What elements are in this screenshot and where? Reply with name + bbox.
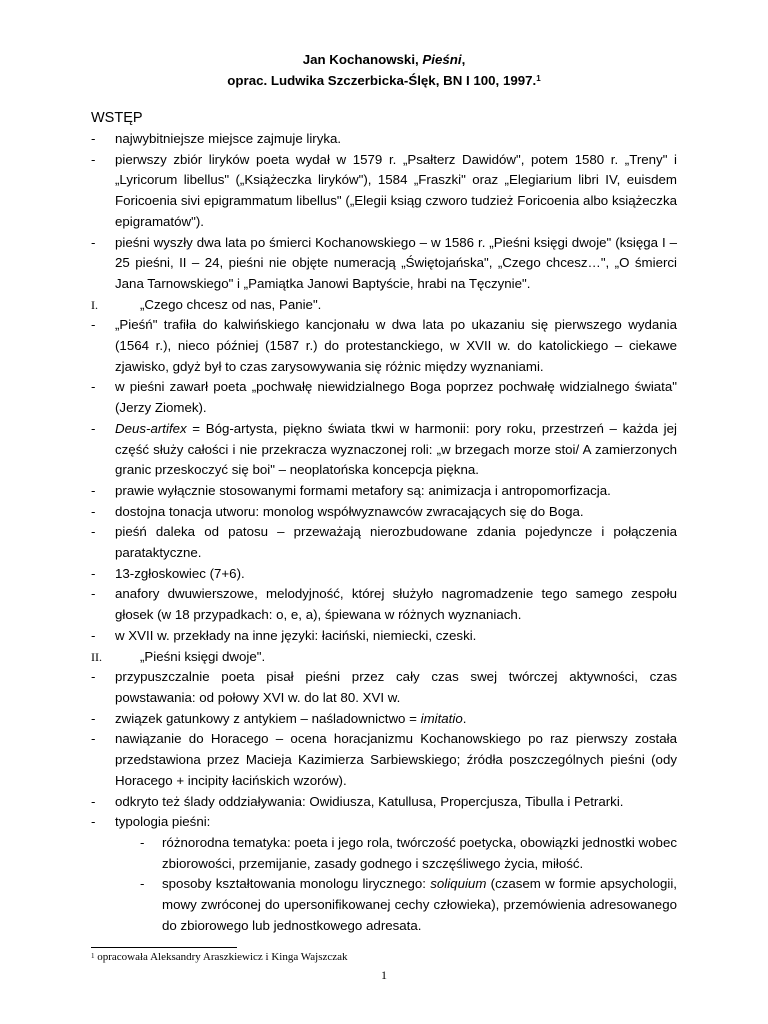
bullet-marker: - <box>91 317 96 333</box>
item-text <box>115 564 677 585</box>
item-body: przypuszczalnie poeta pisał pieśni przez cały czas swej twórczej aktywności, czas powstawania: od połowy XVI w. do lat 80. XVI w. <box>115 669 677 705</box>
item-text <box>140 295 677 316</box>
item-body: „Pieśń" trafiła do kalwińskiego kancjonału w dwa lata po ukazaniu się pierwszego wydania (1564 r.), nieco później (1587 r.) do protestanckiego, w XVII w. do katolickiego – ciekawe zjawisko, gdyż był to czas zarysowywania się różnic między wyznaniami. <box>115 317 677 374</box>
list-item <box>0 129 768 150</box>
bullet-marker: - <box>91 627 96 643</box>
bullet-marker: - <box>91 710 96 726</box>
item-text <box>115 626 677 647</box>
list-item <box>0 584 768 625</box>
bullet-marker: - <box>91 151 96 167</box>
item-text <box>115 419 677 481</box>
item-text <box>115 233 677 295</box>
list-item <box>0 709 768 730</box>
list-item <box>0 667 768 708</box>
item-body: odkryto też ślady oddziaływania: Owidiusza, Katullusa, Propercjusza, Tibulla i Petrarki. <box>115 793 624 809</box>
page-number: 1 <box>381 968 387 982</box>
bullet-marker: - <box>91 524 96 540</box>
item-text <box>115 481 677 502</box>
footnote-divider <box>91 947 237 948</box>
item-body: w XVII w. przekłady na inne języki: łaciński, niemiecki, czeski. <box>115 627 477 643</box>
list-item <box>0 233 768 295</box>
item-text <box>115 709 677 730</box>
item-body: „Czego chcesz od nas, Panie". <box>140 296 322 312</box>
list-item <box>0 522 768 563</box>
item-text <box>115 377 677 418</box>
item-text <box>115 502 677 523</box>
item-body: nawiązanie do Horacego – ocena horacjanizmu Kochanowskiego po raz pierwszy została przedstawiona przez Macieja Kazimierza Sarbiewskiego; źródła poszczególnych pieśni (ody Horacego + incipity łacińskich wzorów). <box>115 731 677 788</box>
item-text <box>115 729 677 791</box>
item-text <box>115 150 677 233</box>
footnote <box>91 950 348 964</box>
item-body: 13-zgłoskowiec (7+6). <box>115 565 245 581</box>
list-item <box>0 729 768 791</box>
bullet-marker: - <box>91 814 96 830</box>
list-item <box>0 377 768 418</box>
item-text <box>115 667 677 708</box>
item-body: anafory dwuwierszowe, melodyjność, której służyło nagromadzenie tego samego zespołu głosek (w 18 przypadkach: o, e, a), śpiewana w różnych wyznaniach. <box>115 586 677 623</box>
item-body: pieśń daleka od patosu – przeważają nierozbudowane zdania pojedyncze i połączenia parataktyczne. <box>115 524 677 561</box>
footnote-number: 1 <box>91 952 95 960</box>
list-item <box>0 564 768 585</box>
title-author: Jan Kochanowski, <box>302 52 423 67</box>
item-text <box>140 647 677 668</box>
item-text <box>115 129 677 150</box>
item-text <box>115 315 677 377</box>
list-item <box>0 481 768 502</box>
item-body: w pieśni zawarł poeta „pochwałę niewidzialnego Boga poprzez pochwałę widzialnego świata" (Jerzy Ziomek). <box>115 379 677 416</box>
list-item <box>0 419 768 481</box>
item-body: najwybitniejsze miejsce zajmuje liryka. <box>115 131 342 146</box>
item-body: związek gatunkowy z antykiem – naśladownictwo = <box>115 710 421 726</box>
bullet-marker: - <box>91 731 96 747</box>
list-item <box>0 812 768 833</box>
item-body: pieśni wyszły dwa lata po śmierci Kochanowskiego – w 1586 r. „Pieśni księgi dwoje" (księga I – 25 pieśni, II – 24, pieśni nie objęte numeracją „Świętojańska", „Czego chcesz…", „O śmierci Jana Tarnowskiego" i „Pamiątka Janowi Baptyście, hrabi na Tęczynie". <box>115 234 677 291</box>
bullet-list <box>0 129 768 936</box>
bullet-marker: - <box>140 876 145 892</box>
list-item <box>0 150 768 233</box>
document-title <box>0 50 768 70</box>
item-text <box>115 792 677 813</box>
list-item <box>0 792 768 813</box>
item-body: „Pieśni księgi dwoje". <box>140 648 266 664</box>
document-subtitle <box>0 71 768 91</box>
item-body: pierwszy zbiór liryków poeta wydał w 1579 r. „Psałterz Dawidów", potem 1580 r. „Treny" i „Lyricorum libellus" („Książeczka liryków"), 1584 „Fraszki" oraz „Elegiarium libri IV, euisdem Foricoenia sivi epigrammatum libellus" („Elegii ksiąg czworo tudzież Foricoenia albo książeczka epigramatów"). <box>115 151 677 229</box>
bullet-marker: - <box>140 834 145 850</box>
roman-numeral: I. <box>91 297 98 312</box>
item-text <box>115 584 677 625</box>
footnote-reference: 1 <box>536 74 541 83</box>
bullet-marker: - <box>91 482 96 498</box>
section-item <box>0 295 768 316</box>
item-body: = Bóg-artysta, piękno świata tkwi w harmonii: pory roku, przestrzeń – każda jej część służy całości i nie przekracza wyznaczonej roli: „w brzegach morze stoi/ A zamierzonych granic przeskoczyć się boi" – neoplatońska koncepcja piękna. <box>115 420 677 478</box>
subtitle-text: oprac. Ludwika Szczerbicka-Ślęk, BN I 100, 1997. <box>227 73 537 88</box>
title-work: Pieśni <box>422 52 462 67</box>
bullet-marker: - <box>91 131 96 146</box>
sub-list-item <box>0 874 768 936</box>
list-item <box>0 315 768 377</box>
bullet-marker: - <box>91 565 96 581</box>
roman-numeral: II. <box>91 649 102 664</box>
footnote-text: opracowała Aleksandry Araszkiewicz i Kinga Wajszczak <box>94 951 348 963</box>
item-tail: (czasem w formie apsychologii, mowy zwróconej do upersonifikowanej cechy człowieka), przemówienia adresowanego do zbiorowego lub jednostkowego adresata. <box>162 876 677 933</box>
sub-list-item <box>0 833 768 874</box>
item-italic-term: imitatio <box>420 710 463 726</box>
item-body: typologia pieśni: <box>115 814 211 830</box>
item-text <box>115 812 677 833</box>
item-text <box>162 874 677 936</box>
bullet-marker: - <box>91 420 96 436</box>
item-text <box>115 522 677 563</box>
bullet-marker: - <box>91 234 96 250</box>
bullet-marker: - <box>91 379 96 395</box>
item-body: różnorodna tematyka: poeta i jego rola, twórczość poetycka, obowiązki jednostki wobec zbiorowości, przemijanie, zasady godnego i szczęśliwego życia, miłość. <box>162 834 677 871</box>
item-body: dostojna tonacja utworu: monolog współwyznawców zwracających się do Boga. <box>115 503 584 519</box>
bullet-marker: - <box>91 586 96 602</box>
list-item <box>0 626 768 647</box>
item-italic-term: soliquium <box>430 876 487 892</box>
section-heading: WSTĘP <box>91 110 143 126</box>
section-item <box>0 647 768 668</box>
item-tail: . <box>462 710 467 726</box>
list-item <box>0 502 768 523</box>
item-body: prawie wyłącznie stosowanymi formami metafory są: animizacja i antropomorfizacja. <box>115 482 611 498</box>
item-text <box>162 833 677 874</box>
item-italic-term: Deus-artifex <box>115 420 187 436</box>
item-body: sposoby kształtowania monologu lirycznego: <box>162 876 431 892</box>
bullet-marker: - <box>91 793 96 809</box>
title-comma: , <box>461 52 466 67</box>
bullet-marker: - <box>91 669 96 685</box>
bullet-marker: - <box>91 503 96 519</box>
